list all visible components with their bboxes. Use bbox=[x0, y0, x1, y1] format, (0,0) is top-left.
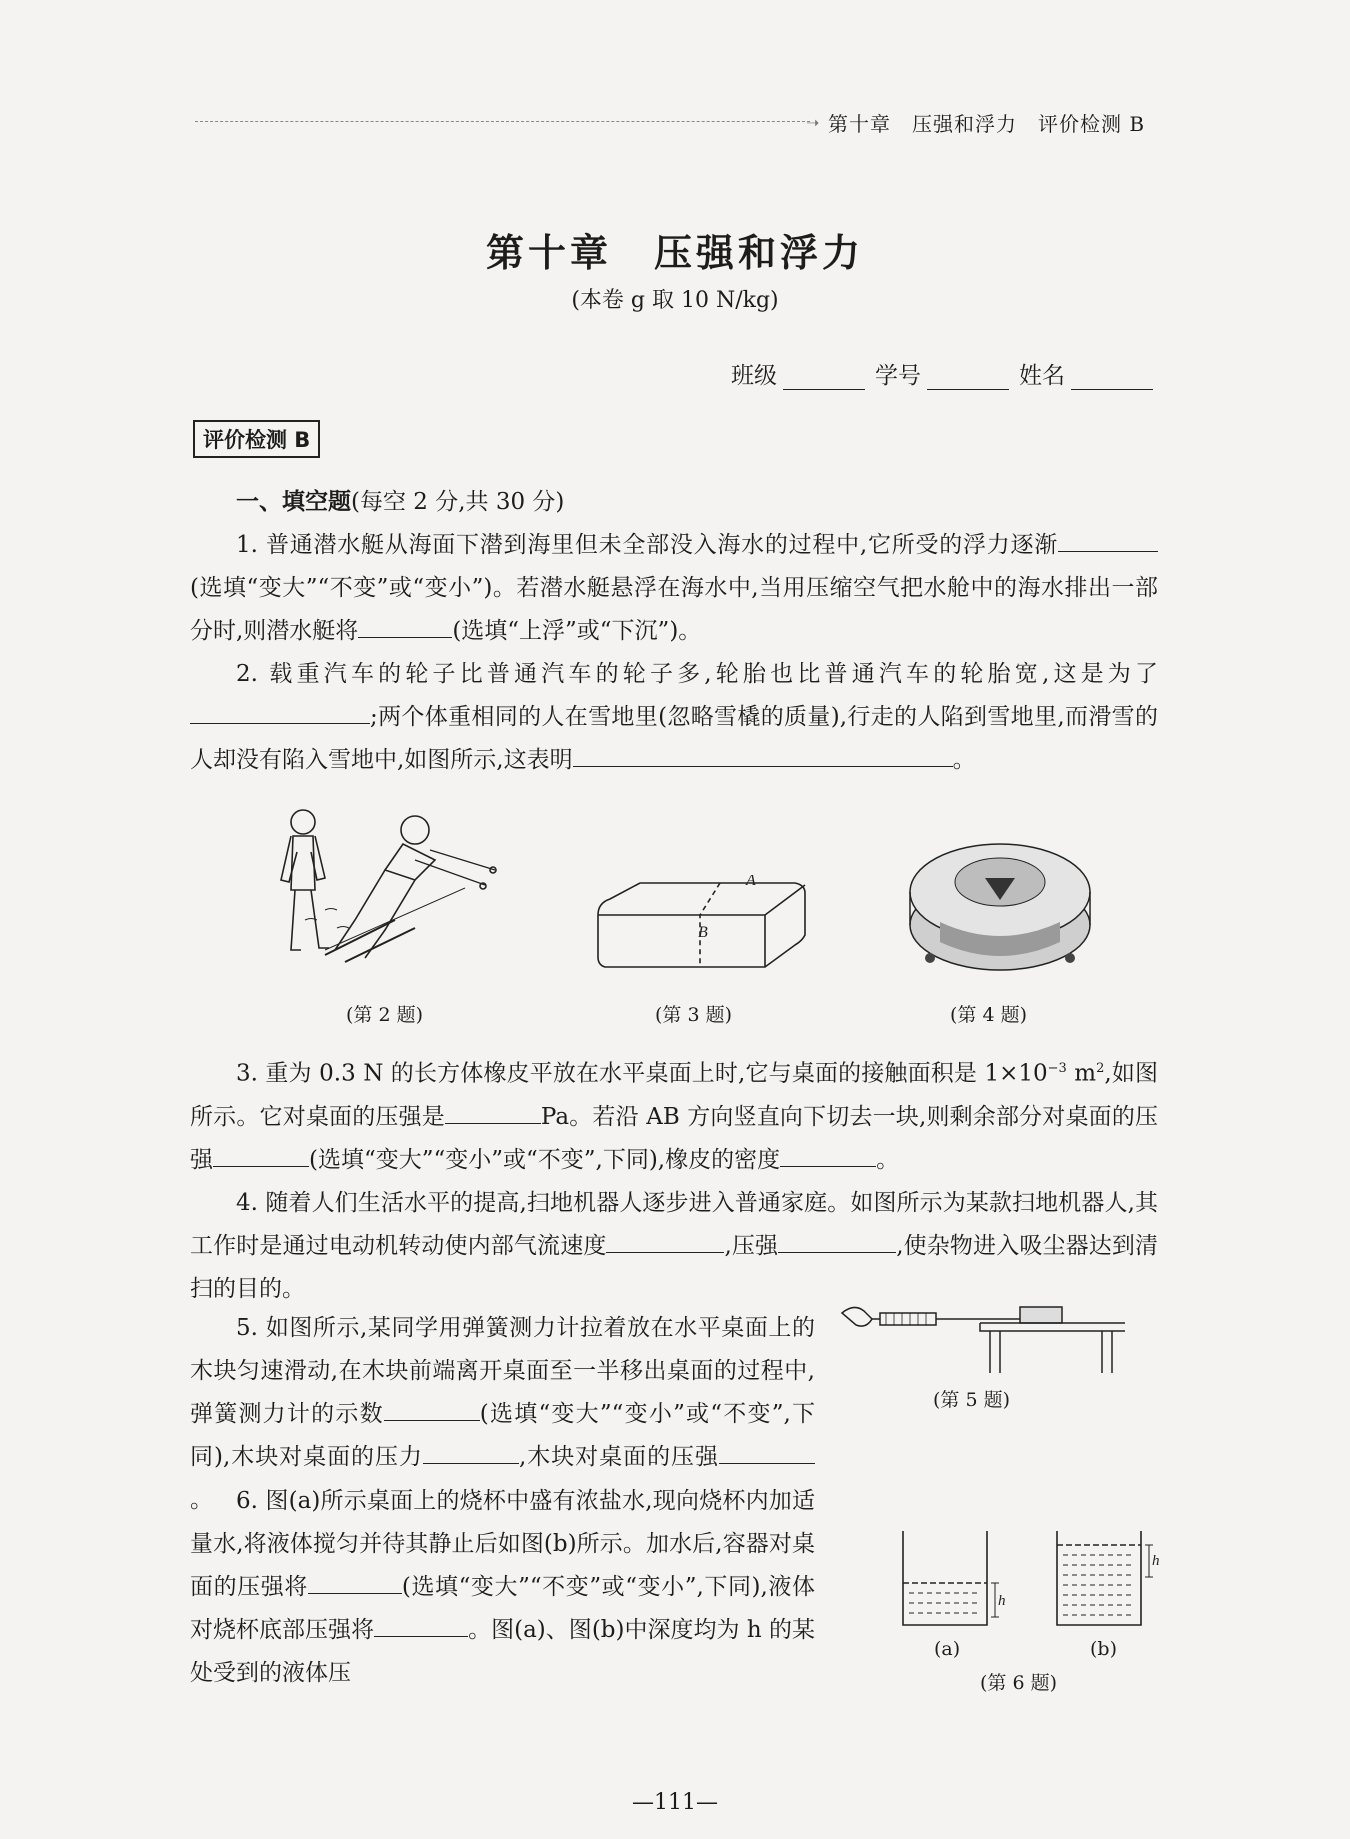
question-4: 4. 随着人们生活水平的提高,扫地机器人逐步进入普通家庭。如图所示为某款扫地机器人,其工作时是通过电动机转动使内部气流速度 ,压强 ,使杂物进入吸尘器达到清扫的目的。 bbox=[190, 1189, 1159, 1302]
answer-blank[interactable] bbox=[384, 1398, 480, 1421]
answer-blank[interactable] bbox=[308, 1571, 402, 1594]
header-arrow-icon: ➝ bbox=[806, 113, 820, 132]
student-info bbox=[731, 357, 1157, 390]
figure-5-spring-scale bbox=[840, 1295, 1130, 1375]
depth-label-b: h bbox=[1152, 1553, 1160, 1569]
question-6-line-1: 6. 图(a)所示桌面上的烧杯中盛有浓盐水,现向烧杯内加适量水,将液体搅匀并待其静止后如图(b)所示。加水后,容器对桌面的压强将 (选填“变大”“不变”或“变小”,下同),液体对烧杯底部压强将 。图(a)、图(b)中深度均为 h 的某处受到的液体压 bbox=[190, 1488, 816, 1686]
figure-6a-label: (a) bbox=[934, 1638, 961, 1660]
answer-blank[interactable] bbox=[778, 1230, 896, 1253]
answer-blank[interactable] bbox=[445, 1101, 541, 1124]
figure-6b-label: (b) bbox=[1090, 1638, 1117, 1660]
figure-3-eraser bbox=[590, 875, 820, 975]
figure-6-beakers bbox=[895, 1525, 1165, 1635]
name-blank[interactable] bbox=[1071, 365, 1153, 390]
answer-blank[interactable] bbox=[719, 1441, 815, 1464]
class-label: 班级 bbox=[731, 363, 777, 389]
section-heading: 一、填空题(每空 2 分,共 30 分) bbox=[236, 489, 565, 515]
answer-blank[interactable] bbox=[190, 701, 370, 724]
depth-label-a: h bbox=[998, 1593, 1006, 1609]
question-3: 3. 重为 0.3 N 的长方体橡皮平放在水平桌面上时,它与桌面的接触面积是 $1\times 10^{-3}$ $m^2$,如图所示。它对桌面的压强是 Pa。若沿 AB 方向竖直向下切去一块,则剩余部分对桌面的压强 (选填“变大”“变小”或“不变”,下同),橡皮的密度 。 bbox=[190, 1060, 1159, 1173]
figure-3-caption: (第 3 题) bbox=[655, 1004, 732, 1026]
figure-4-robot-vacuum bbox=[900, 830, 1100, 985]
text-block-2 bbox=[190, 1047, 1158, 1311]
figure-2-caption: (第 2 题) bbox=[346, 1004, 423, 1026]
answer-blank[interactable] bbox=[573, 744, 953, 767]
id-blank[interactable] bbox=[927, 365, 1009, 390]
figure-5-caption: (第 5 题) bbox=[933, 1389, 1010, 1411]
answer-blank[interactable] bbox=[606, 1230, 724, 1253]
answer-blank[interactable] bbox=[1058, 529, 1158, 552]
question-5: 5. 如图所示,某同学用弹簧测力计拉着放在水平桌面上的木块匀速滑动,在木块前端离开桌面至一半移出桌面的过程中,弹簧测力计的示数 (选填“变大”“变小”或“不变”,下同),木块对桌面的压力 ,木块对桌面的压强。 bbox=[190, 1315, 815, 1513]
page-number: —111— bbox=[632, 1790, 718, 1815]
question-2: 2. 载重汽车的轮子比普通汽车的轮子多,轮胎也比普通汽车的轮胎宽,这是为了;两个体重相同的人在雪地里(忽略雪橇的质量),行走的人陷到雪地里,而滑雪的人却没有陷入雪地中,如图所示,这表明 。 bbox=[190, 661, 1158, 773]
text-block-1 bbox=[190, 481, 1158, 782]
id-label: 学号 bbox=[875, 363, 921, 389]
answer-blank[interactable] bbox=[374, 1614, 468, 1637]
page-title: 第十章 压强和浮力 bbox=[485, 231, 864, 275]
answer-blank[interactable] bbox=[423, 1441, 519, 1464]
point-b-label: B bbox=[698, 924, 708, 941]
answer-blank[interactable] bbox=[358, 615, 452, 638]
point-a-label: A bbox=[746, 875, 756, 889]
question-1: 1. 普通潜水艇从海面下潜到海里但未全部没入海水的过程中,它所受的浮力逐渐(选填“变大”“不变”或“变小”)。若潜水艇悬浮在海水中,当用压缩空气把水舱中的海水排出一部分时,则潜水艇将 (选填“上浮”或“下沉”)。 bbox=[190, 524, 1158, 653]
figure-4-caption: (第 4 题) bbox=[950, 1004, 1027, 1026]
answer-blank[interactable] bbox=[213, 1144, 309, 1167]
running-header: 第十章 压强和浮力 评价检测 B bbox=[828, 112, 1146, 136]
figure-2-skier bbox=[265, 800, 515, 970]
class-blank[interactable] bbox=[783, 365, 865, 390]
page-subtitle: (本卷 g 取 10 N/kg) bbox=[571, 288, 779, 313]
test-badge: 评价检测 B bbox=[193, 420, 320, 458]
answer-blank[interactable] bbox=[780, 1144, 876, 1167]
header-rule bbox=[195, 121, 810, 122]
figure-6-caption: (第 6 题) bbox=[980, 1672, 1057, 1694]
name-label: 姓名 bbox=[1019, 363, 1065, 389]
